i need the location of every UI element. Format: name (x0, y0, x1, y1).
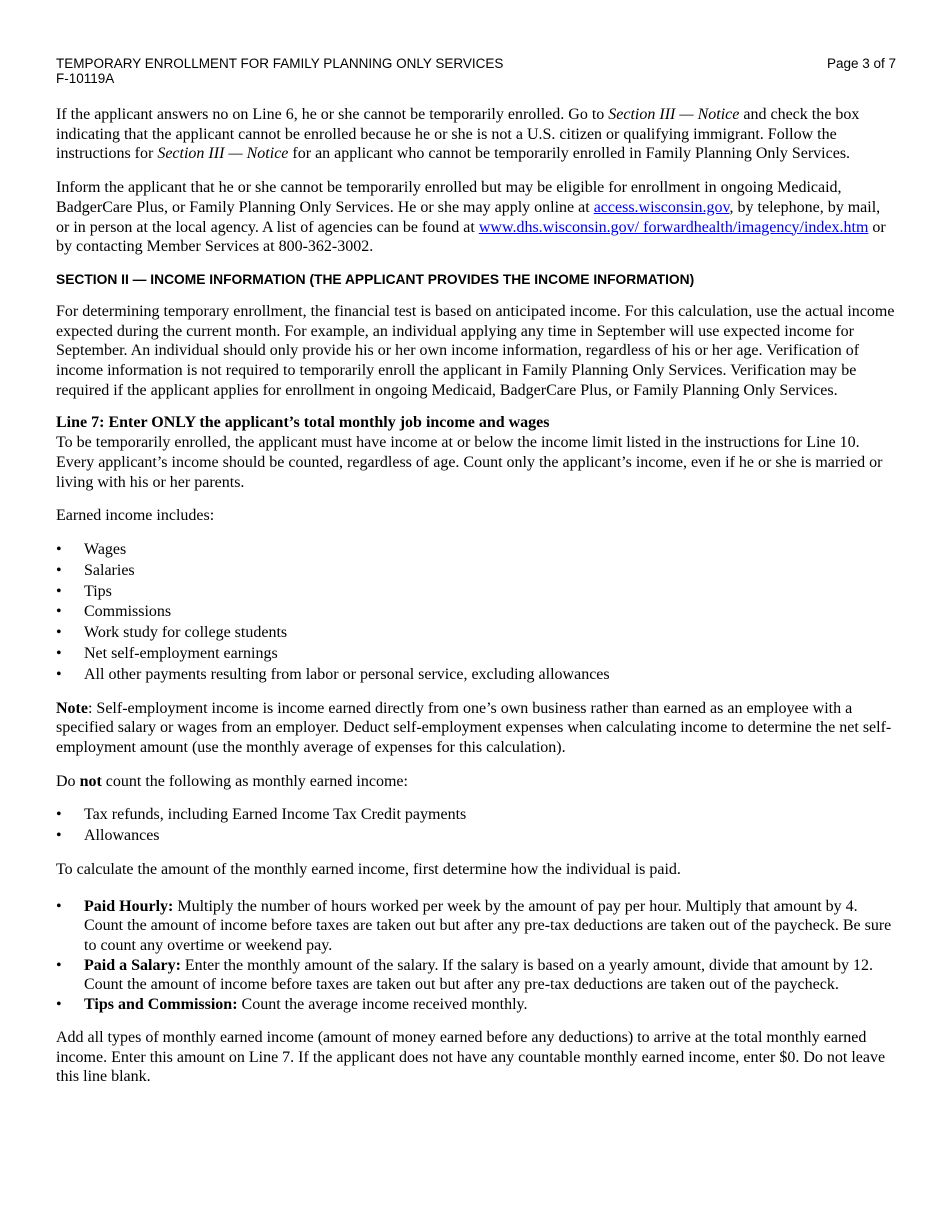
list-item (56, 995, 896, 1015)
text-run: or by contacting Member Services at 800-362-3002. (56, 218, 886, 256)
list-item (56, 826, 896, 847)
bullet: • (56, 996, 62, 1014)
note-paragraph (56, 699, 896, 758)
pay-type-label: Tips and Commission: (84, 996, 238, 1014)
inform-applicant-paragraph (56, 178, 896, 257)
list-item-text: Net self-employment earnings (84, 644, 278, 662)
bullet: • (56, 540, 62, 558)
text-run: and check the box indicating that the applicant cannot be enrolled because he or she is not a U.S. citizen or qualifying immigrant. Follow the instructions for (56, 106, 860, 163)
text-run: Do (56, 772, 80, 790)
section-reference: Section III — Notice (157, 145, 289, 163)
section-reference: Section III — Notice (608, 106, 740, 123)
form-number: F-10119A (56, 71, 115, 86)
page-number: Page 3 of 7 (826, 56, 896, 71)
list-item (56, 561, 896, 582)
bullet: • (56, 827, 62, 845)
pay-type-label: Paid a Salary: (84, 956, 181, 974)
agency-list-link[interactable]: www.dhs.wisconsin.gov/ forwardhealth/imagency/index.htm (478, 218, 869, 236)
list-item (56, 956, 896, 995)
bullet: • (56, 624, 62, 642)
excluded-income-list (56, 805, 896, 847)
page-header (56, 56, 896, 86)
list-item-text: Salaries (84, 561, 135, 579)
earned-income-list (56, 540, 896, 686)
closing-paragraph: Add all types of monthly earned income (amount of money earned before any deductions) to arrive at the total monthly earned income. Enter this amount on Line 7. If the applicant does not have any countable monthly earned income, enter $0. Do not leave this line blank. (56, 1028, 886, 1086)
pay-type-text: Count the average income received monthly. (237, 996, 528, 1014)
bullet: • (56, 897, 62, 915)
note-label: Note (56, 699, 88, 717)
list-item (56, 665, 896, 686)
list-item-text: All other payments resulting from labor or personal service, excluding allowances (84, 665, 610, 683)
note-text: : Self-employment income is income earned directly from one’s own business rather than earned as an employee with a specified salary or wages from an employer. Deduct self-employment expenses when calculating income to determine the net self-employment amount (use the monthly average of expenses for this calculation). (56, 699, 892, 756)
text-run: count the following as monthly earned income: (101, 772, 408, 790)
earned-income-intro: Earned income includes: (56, 507, 215, 525)
list-item (56, 897, 896, 956)
list-item (56, 602, 896, 623)
pay-type-list (56, 897, 896, 1015)
pay-type-text: Enter the monthly amount of the salary. If the salary is based on a yearly amount, divide that amount by 12. Count the amount of income before taxes are taken out but after any pre-tax deductions are taken out of the paycheck. (84, 956, 874, 994)
list-item-text: Tax refunds, including Earned Income Tax Credit payments (84, 806, 467, 824)
pay-type-label: Paid Hourly: (84, 897, 174, 915)
list-item (56, 540, 896, 561)
do-not-count-intro (56, 772, 896, 792)
text-run: If the applicant answers no on Line 6, he or she cannot be temporarily enrolled. Go to (56, 106, 609, 123)
bullet: • (56, 582, 62, 600)
line7-text: To be temporarily enrolled, the applicant must have income at or below the income limit listed in the instructions for Line 10. Every applicant’s income should be counted, regardless of age. Count only the applicant’s income, even if he or she is married or living with his or her parents. (56, 434, 883, 491)
bullet: • (56, 603, 62, 621)
section-heading: SECTION II — INCOME INFORMATION (THE APPLICANT PROVIDES THE INCOME INFORMATION) (56, 271, 695, 287)
line7-heading: Line 7: Enter ONLY the applicant’s total monthly job income and wages (56, 414, 550, 432)
list-item (56, 582, 896, 603)
bullet: • (56, 665, 62, 683)
text-run: , by telephone, by mail, or in person at the local agency. A list of agencies can be found at (56, 198, 881, 236)
line7-paragraph (56, 413, 896, 492)
form-title: TEMPORARY ENROLLMENT FOR FAMILY PLANNING ONLY SERVICES (56, 56, 504, 71)
income-intro-paragraph: For determining temporary enrollment, the financial test is based on anticipated income. For this calculation, use the actual income expected during the current month. For example, an individual applying any time in September will use expected income for September. An individual should only provide his or her own income information, regardless of his or her age. Verification of income information is not required to temporarily enroll the applicant in Family Planning Only Services. Verification may be required if the applicant applies for enrollment in ongoing Medicaid, BadgerCare Plus, or Family Planning Only Services. (56, 302, 895, 399)
calculation-intro: To calculate the amount of the monthly earned income, first determine how the individual is paid. (56, 860, 681, 878)
pay-type-text: Multiply the number of hours worked per week by the amount of pay per hour. Multiply that amount by 4. Count the amount of income before taxes are taken out but after any pre-tax deductions are taken out of the paycheck. Be sure to count any overtime or weekend pay. (84, 897, 892, 955)
text-run: for an applicant who cannot be temporarily enrolled in Family Planning Only Services. (288, 145, 851, 163)
bullet: • (56, 561, 62, 579)
access-wisconsin-link[interactable]: access.wisconsin.gov (593, 198, 730, 216)
text-run: Inform the applicant that he or she cannot be temporarily enrolled but may be eligible for enrollment in ongoing Medicaid, BadgerCare Plus, or Family Planning Only Services. He or she may apply online at (56, 179, 842, 216)
line6-no-paragraph (56, 105, 896, 164)
list-item-text: Commissions (84, 603, 172, 621)
list-item-text: Wages (84, 540, 127, 558)
bullet: • (56, 806, 62, 824)
document-page (56, 56, 896, 1087)
emphasis: not (79, 772, 102, 790)
list-item (56, 805, 896, 826)
bullet: • (56, 956, 62, 974)
list-item-text: Tips (84, 582, 112, 600)
list-item-text: Allowances (84, 827, 160, 845)
list-item-text: Work study for college students (84, 624, 288, 642)
bullet: • (56, 644, 62, 662)
list-item (56, 623, 896, 644)
list-item (56, 644, 896, 665)
